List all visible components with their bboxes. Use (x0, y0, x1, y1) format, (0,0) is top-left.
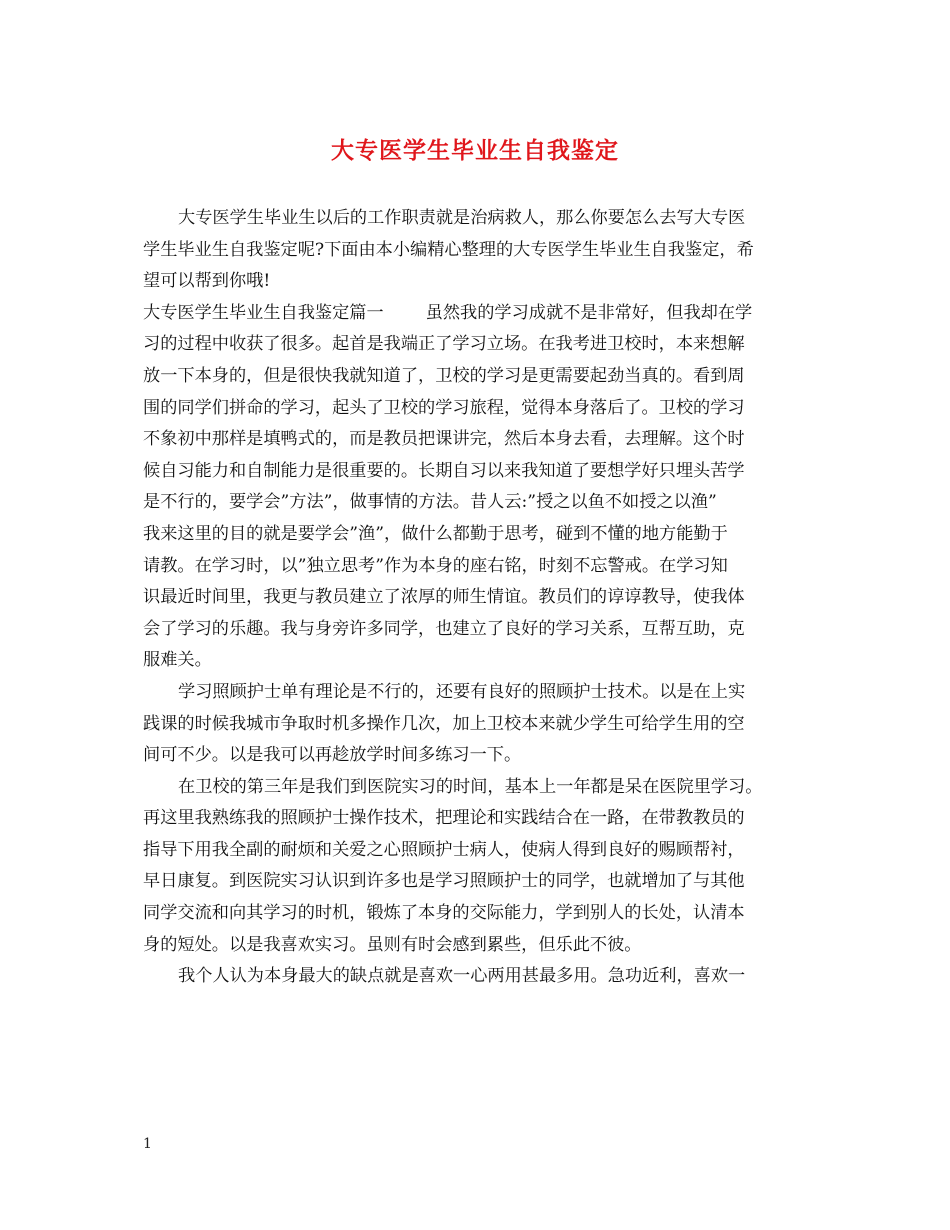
paragraph-line: 候自习能力和自制能力是很重要的。长期自习以来我知道了要想学好只埋头苦学 (143, 460, 745, 481)
section-heading: 大专医学生毕业生自我鉴定篇一 (143, 302, 384, 323)
paragraph-line: 会了学习的乐趣。我与身旁许多同学，也建立了良好的学习关系，互帮互助，克 (143, 618, 745, 639)
document-body (143, 203, 811, 993)
paragraph-line: 早日康复。到医院实习认识到许多也是学习照顾护士的同学，也就增加了与其他 (143, 871, 745, 892)
paragraph-line: 望可以帮到你哦! (143, 271, 271, 292)
paragraph-line: 再这里我熟练我的照顾护士操作技术，把理论和实践结合在一路，在带教教员的 (143, 808, 745, 829)
paragraph-line: 识最近时间里，我更与教员建立了浓厚的师生情谊。教员们的谆谆教导，使我体 (143, 587, 745, 608)
page-number: 1 (143, 1136, 152, 1152)
section-heading-line (143, 298, 811, 330)
paragraph-line: 间可不少。以是我可以再趁放学时间多练习一下。 (143, 745, 522, 766)
paragraph-line: 放一下本身的，但是很快我就知道了，卫校的学习是更需要起劲当真的。看到周 (143, 365, 745, 386)
paragraph-line: 我个人认为本身最大的缺点就是喜欢一心两用甚最多用。急功近利，喜欢一 (178, 966, 746, 987)
paragraph-line: 大专医学生毕业生以后的工作职责就是治病救人，那么你要怎么去写大专医 (178, 208, 746, 228)
paragraph-line: 学习照顾护士单有理论是不行的，还要有良好的照顾护士技术。以是在上实 (178, 681, 746, 702)
paragraph-line: 指导下用我全副的耐烦和关爱之心照顾护士病人，使病人得到良好的赐顾帮衬， (143, 839, 745, 860)
paragraph-line: 请教。在学习时，以”独立思考”作为本身的座右铭，时刻不忘警戒。在学习知 (143, 555, 728, 576)
paragraph-line: 我来这里的目的就是要学会”渔”，做什么都勤于思考，碰到不懂的地方能勤于 (143, 523, 728, 544)
paragraph-line: 践课的时候我城市争取时机多操作几次，加上卫校本来就少学生可给学生用的空 (143, 713, 745, 734)
paragraph-line: 虽然我的学习成就不是非常好，但我却在学 (425, 302, 753, 323)
paragraph-line: 身的短处。以是我喜欢实习。虽则有时会感到累些，但乐此不彼。 (143, 934, 642, 955)
paragraph-line: 在卫校的第三年是我们到医院实习的时间，基本上一年都是呆在医院里学习。 (178, 776, 763, 797)
document-title: 大专医学生毕业生自我鉴定 (331, 137, 619, 164)
paragraph-line: 习的过程中收获了很多。起首是我端正了学习立场。在我考进卫校时，本来想解 (143, 334, 745, 355)
paragraph-line: 是不行的，要学会”方法”，做事情的方法。昔人云:”授之以鱼不如授之以渔” (143, 492, 717, 513)
paragraph-line: 围的同学们拼命的学习，起头了卫校的学习旅程，觉得本身落后了。卫校的学习 (143, 397, 745, 418)
paragraph-line: 不象初中那样是填鸭式的，而是教员把课讲完，然后本身去看，去理解。这个时 (143, 429, 745, 450)
paragraph-line: 服难关。 (143, 650, 212, 671)
paragraph-line: 学生毕业生自我鉴定呢?下面由本小编精心整理的大专医学生毕业生自我鉴定，希 (143, 239, 754, 260)
paragraph-line: 同学交流和向其学习的时机，锻炼了本身的交际能力，学到别人的长处，认清本 (143, 903, 745, 924)
